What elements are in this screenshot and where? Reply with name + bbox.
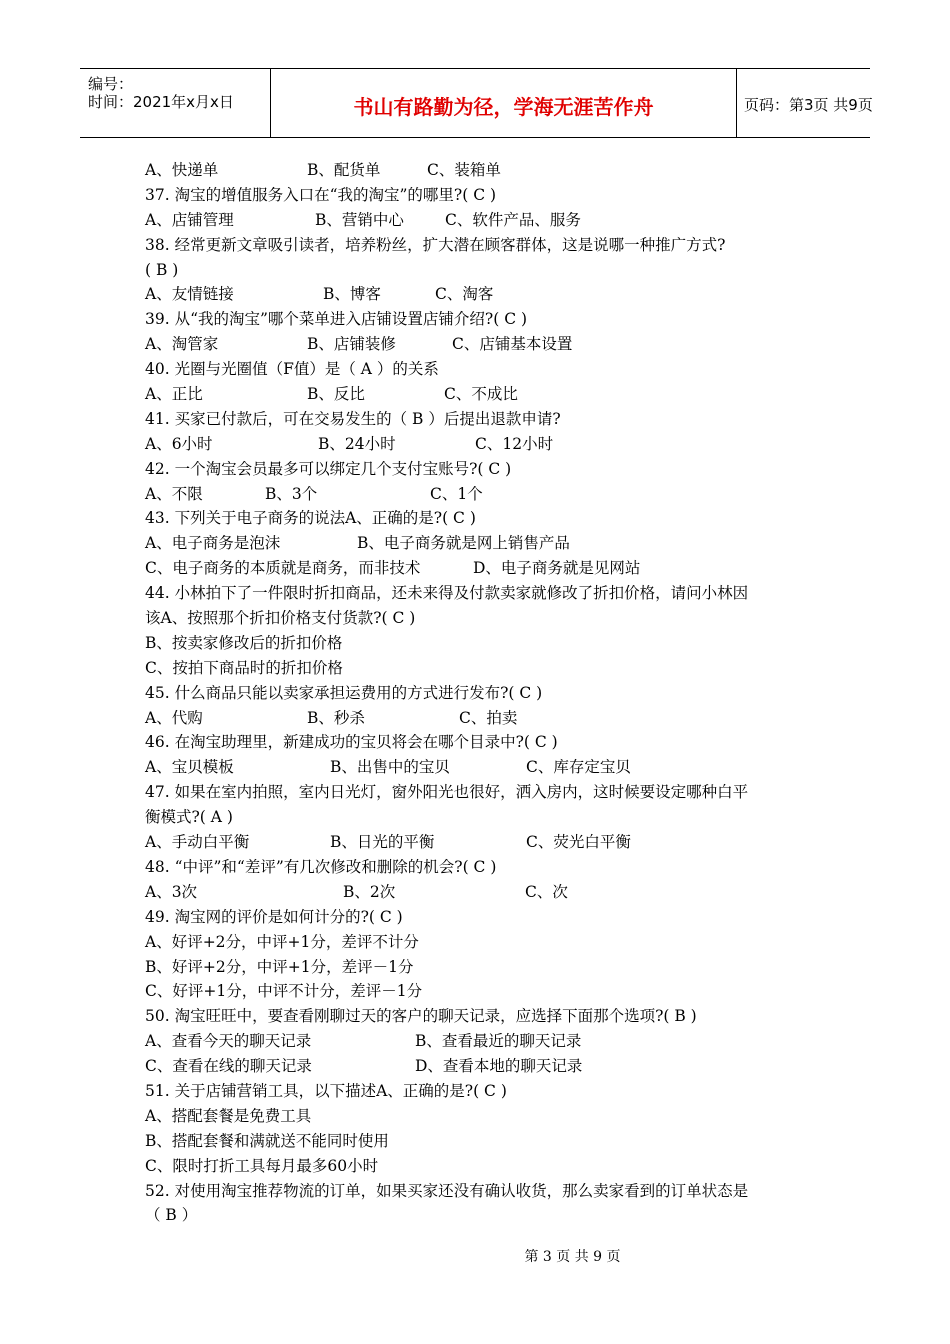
line-text: 该A、按照那个折扣价格支付货款?( C ) [145,609,416,628]
line-text: 39. 从“我的淘宝”哪个菜单进入店铺设置店铺介绍?( C ) [145,310,528,329]
answer-option: A、6小时 [145,434,213,453]
text-line [145,332,805,357]
text-line [145,407,805,432]
line-text: 49. 淘宝网的评价是如何计分的?( C ) [145,907,403,926]
text-line [145,1079,805,1104]
text-line [145,1154,805,1179]
text-line [145,855,805,880]
line-text: A、搭配套餐是免费工具 [145,1106,312,1125]
answer-option: A、手动白平衡 [145,833,250,852]
text-line [145,233,805,258]
header-motto: 书山有路勤为径，学海无涯苦作舟 [353,95,654,119]
text-line [145,307,805,332]
answer-option: C、装箱单 [427,161,501,179]
answer-option: A、电子商务是泡沫 [145,534,281,553]
text-line [145,805,805,830]
text-line [145,208,805,233]
text-line [145,506,805,531]
text-line [145,556,805,581]
answer-option: C、库存定宝贝 [526,758,631,777]
answer-option: B、查看最近的聊天记录 [415,1032,582,1051]
line-text: 38. 经常更新文章吸引读者，培养粉丝，扩大潜在顾客群体，这是说哪一种推广方式? [145,235,726,254]
line-text: 42. 一个淘宝会员最多可以绑定几个支付宝账号?( C ) [145,459,512,478]
text-line [145,755,805,780]
answer-option: B、24小时 [318,434,396,453]
answer-option: C、查看在线的聊天记录 [145,1057,312,1076]
answer-option: B、秒杀 [307,708,365,727]
answer-option: A、3次 [145,882,198,901]
text-line [145,780,805,805]
line-text: 50. 淘宝旺旺中，要查看刚聊过天的客户的聊天记录，应选择下面那个选项?( B ) [145,1007,697,1026]
text-line [145,681,805,706]
answer-option: C、拍卖 [459,708,518,727]
line-text: ( B ) [145,260,179,279]
line-text: 衡模式?( A ) [145,808,233,827]
line-text: 48. “中评”和“差评”有几次修改和删除的机会?( C ) [145,857,497,876]
text-line [145,531,805,556]
line-text: C、好评+1分，中评不计分，差评－1分 [145,982,423,1001]
line-text: A、好评+2分，中评+1分，差评不计分 [145,932,419,951]
doc-code-label: 编号： [88,75,134,93]
line-text: B、好评+2分，中评+1分，差评－1分 [145,957,414,976]
line-text: B、搭配套餐和满就送不能同时使用 [145,1131,389,1150]
answer-option: A、店铺管理 [145,210,234,229]
document-body [145,158,805,1228]
answer-option: A、正比 [145,385,203,404]
answer-option: C、荧光白平衡 [526,833,631,852]
answer-option: C、次 [525,882,568,901]
answer-option: B、电子商务就是网上销售产品 [357,534,570,553]
line-text: 44. 小林拍下了一件限时折扣商品，还未来得及付款卖家就修改了折扣价格，请问小林因 [145,584,749,603]
text-line [145,282,805,307]
answer-option: B、3个 [265,484,318,503]
answer-option: B、店铺装修 [307,335,396,354]
text-line [145,1179,805,1204]
answer-option: A、不限 [145,484,203,503]
text-line [145,382,805,407]
text-line [145,730,805,755]
doc-time-label: 时间：2021年x月x日 [88,93,234,111]
header-motto-cell [270,69,737,137]
line-text: 40. 光圈与光圈值（F值）是（ A ）的关系 [145,360,439,379]
text-line [145,606,805,631]
line-text: B、按卖家修改后的折扣价格 [145,633,343,652]
answer-option: C、12小时 [475,434,554,453]
answer-option: D、查看本地的聊天记录 [415,1057,583,1076]
text-line [145,930,805,955]
text-line [145,1203,805,1228]
line-text: 45. 什么商品只能以卖家承担运费用的方式进行发布?( C ) [145,683,543,702]
answer-option: B、营销中心 [315,210,404,229]
text-line [145,1129,805,1154]
text-line [145,357,805,382]
answer-option: A、友情链接 [145,285,234,304]
line-text: （ B ） [145,1206,198,1225]
text-line [145,457,805,482]
text-line [145,979,805,1004]
page-header [80,68,873,138]
text-line [145,1029,805,1054]
answer-option: C、淘客 [435,285,494,304]
answer-option: A、宝贝模板 [145,758,234,777]
answer-option: D、电子商务就是见网站 [473,559,641,578]
answer-option: B、日光的平衡 [330,833,435,852]
answer-option: A、代购 [145,708,203,727]
line-text: C、限时打折工具每月最多60小时 [145,1156,379,1175]
line-text: 52. 对使用淘宝推荐物流的订单，如果买家还没有确认收货，那么卖家看到的订单状态是 [145,1181,749,1200]
header-page-number: 页码：第3页 共9页 [744,96,873,114]
text-line [145,830,805,855]
line-text: 37. 淘宝的增值服务入口在“我的淘宝”的哪里?( C ) [145,185,497,204]
answer-option: B、出售中的宝贝 [330,758,450,777]
text-line [145,631,805,656]
answer-option: A、淘管家 [145,335,219,354]
header-info-cell [80,69,270,137]
header-page-cell [736,69,873,137]
text-line [145,1104,805,1129]
text-line [145,258,805,283]
text-line [145,706,805,731]
text-line [145,1004,805,1029]
line-text: 41. 买家已付款后，可在交易发生的（ B ）后提出退款申请? [145,409,561,428]
answer-option: B、博客 [323,285,381,304]
page-footer [0,1246,950,1266]
text-line [145,183,805,208]
answer-option: B、配货单 [307,161,381,179]
answer-option: A、快递单 [145,161,219,179]
answer-option: C、1个 [430,484,483,503]
text-line [145,656,805,681]
answer-option: B、反比 [307,385,365,404]
text-line [145,1054,805,1079]
text-line [145,955,805,980]
line-text: 46. 在淘宝助理里，新建成功的宝贝将会在哪个目录中?( C ) [145,733,558,752]
text-line [145,432,805,457]
line-text: 51. 关于店铺营销工具，以下描述A、正确的是?( C ) [145,1081,507,1100]
text-line [145,880,805,905]
text-line [145,158,805,183]
answer-option: C、不成比 [444,385,518,404]
text-line [145,482,805,507]
line-text: C、按拍下商品时的折扣价格 [145,658,343,677]
answer-option: A、查看今天的聊天记录 [145,1032,312,1051]
footer-page-number: 第 3 页 共 9 页 [524,1249,621,1265]
line-text: 47. 如果在室内拍照，室内日光灯，窗外阳光也很好，洒入房内，这时候要设定哪种白平 [145,783,749,802]
text-line [145,581,805,606]
answer-option: C、软件产品、服务 [445,210,581,229]
answer-option: B、2次 [343,882,396,901]
answer-option: C、电子商务的本质就是商务，而非技术 [145,559,421,578]
answer-option: C、店铺基本设置 [452,335,573,354]
line-text: 43. 下列关于电子商务的说法A、正确的是?( C ) [145,509,476,528]
text-line [145,905,805,930]
